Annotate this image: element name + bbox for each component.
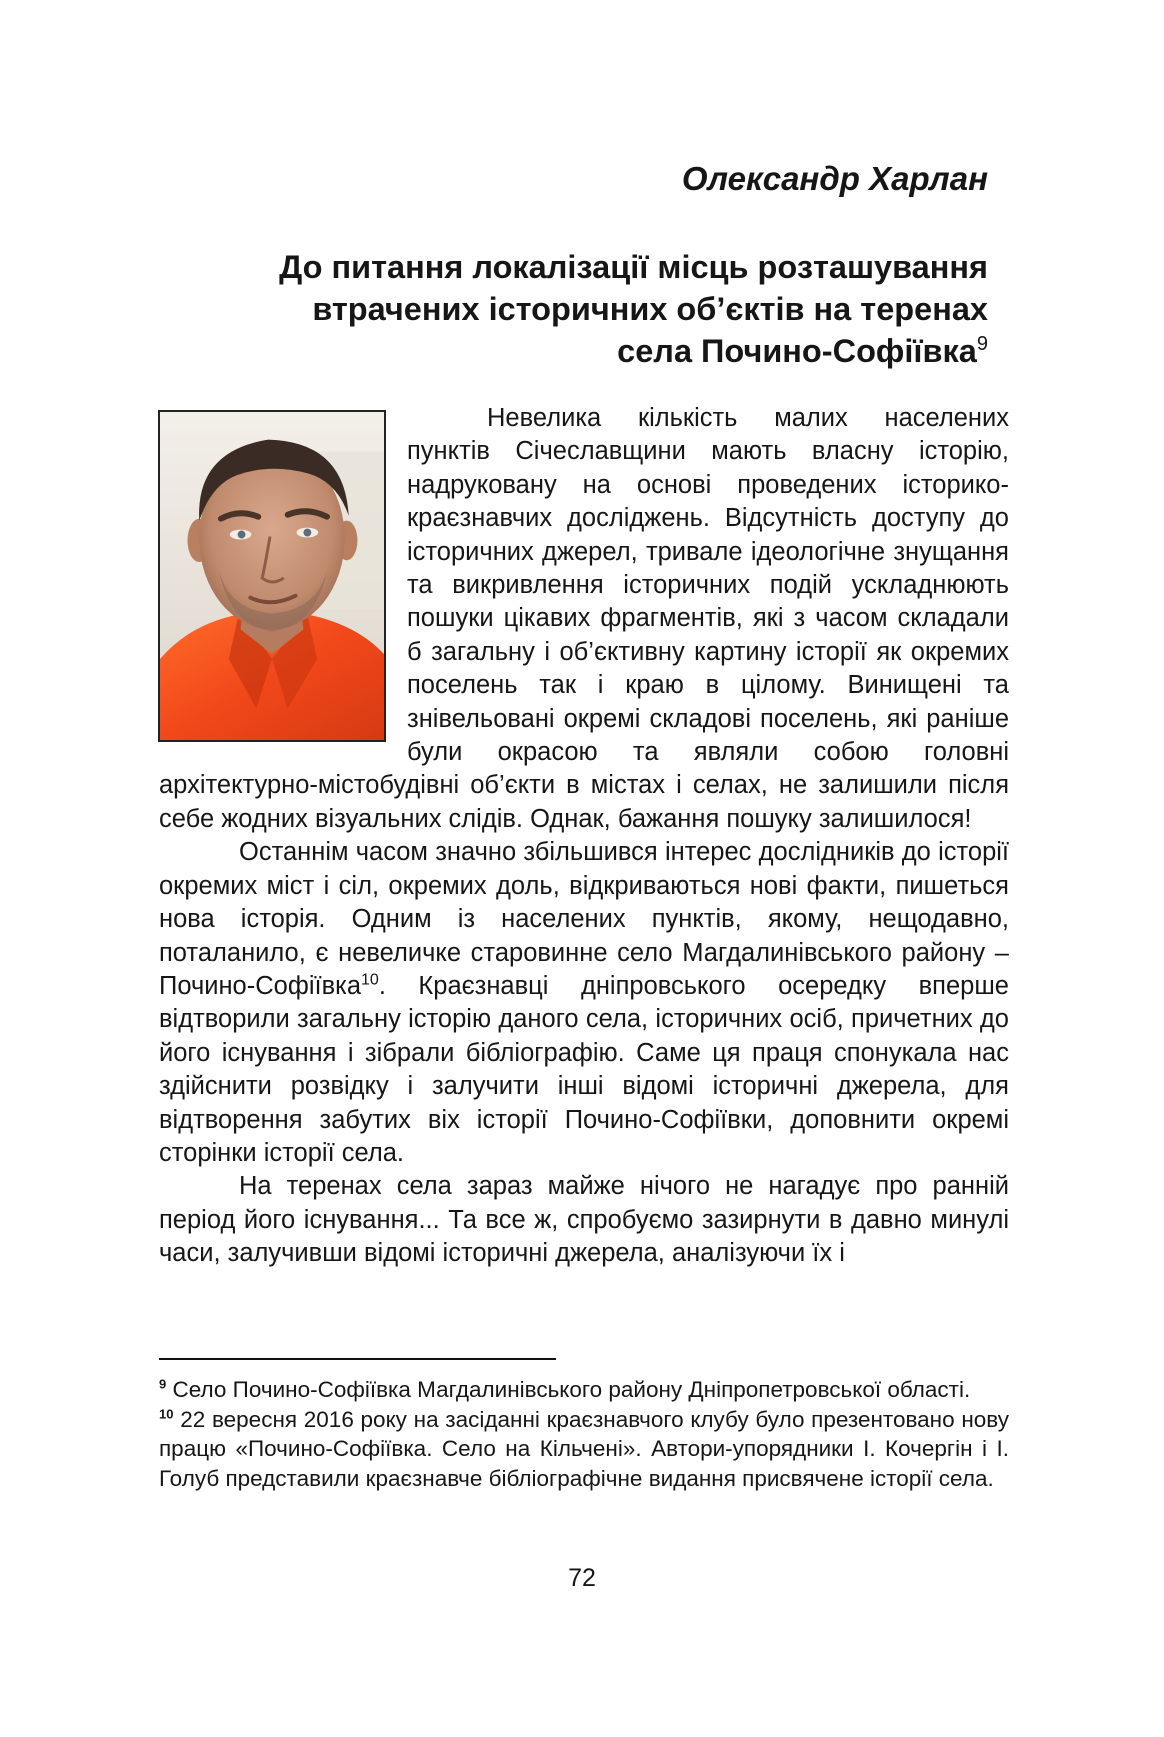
article-title: [208, 246, 988, 372]
footnote-number: 10: [159, 1406, 174, 1421]
article-body: [159, 402, 1009, 1271]
author-name: Олександр Харлан: [681, 160, 988, 197]
footnote-text: Село Почино-Софіївка Магдалинівського району Дніпропетровської області.: [172, 1377, 971, 1402]
footnote-item: [159, 1405, 1009, 1494]
photo-wrap-spacer: [159, 402, 407, 758]
footnote-item: [159, 1375, 1009, 1405]
page-number: 72: [568, 1564, 596, 1592]
footnote-text: 22 вересня 2016 року на засіданні краєзнавчого клубу було презентовано нову працю «Почино-Софіївка. Село на Кільчені». Автори-упорядники І. Кочергін і І. Голуб представили краєзнавче бібліографічне видання присвячене історії села.: [159, 1406, 1009, 1491]
title-line-last: [208, 330, 988, 372]
footnote-divider: [159, 1358, 556, 1360]
paragraph-2-text-after: . Краєзнавці дніпровського осередку вперше відтворили загальну історію даного села, історичних осіб, причетних до його існування і зібрали бібліографію. Саме ця праця спонукала нас здійснити розвідку і залучити інші відомі історичні джерела, для відтворення забутих віх історії Почино-Софіївки, доповнити окремі сторінки історії села.: [159, 971, 1009, 1167]
footnotes: [159, 1375, 1009, 1493]
title-footnote-ref: 9: [976, 333, 988, 356]
paragraph-2-text-before: Останнім часом значно збільшився інтерес дослідників до історії окремих міст і сіл, окремих доль, відкриваються нові факти, пишеться нова історія. Одним із населених пунктів, якому, нещодавно, поталанило, є невеличке старовинне село Магдалинівського району – Почино-Софіївка: [159, 838, 1009, 1000]
body-footnote-ref: 10: [361, 971, 379, 989]
title-line-text: села Почино-Софіївка: [617, 333, 977, 369]
title-line: До питання локалізації місць розташування: [279, 249, 988, 285]
title-line: втрачених історичних об’єктів на теренах: [312, 291, 988, 327]
paragraph-3: На теренах села зараз майже нічого не нагадує про ранній період його існування... Та все ж, спробуємо зазирнути в давно минулі часи, залучивши відомі історичні джерела, аналізуючи їх і: [159, 1172, 1009, 1268]
footnote-number: 9: [159, 1376, 167, 1392]
paragraph-1: Невелика кількість малих населених пунктів Січеславщини мають власну історію, надруковану на основі проведених історико-краєзнавчих досліджень. Відсутність доступу до історичних джерел, тривале ідеологічне знущання та викривлення історичних подій ускладнюють пошуки цікавих фрагментів, які з часом складали б загальну і об’єктивну картину історії як окремих поселень так і краю в цілому. Винищені та знівельовані окремі складові поселень, які раніше були окрасою та являли собою головні архітектурно-містобудівні об’єкти в містах і селах, не залишили після себе жодних візуальних слідів. Однак, бажання пошуку залишилося!: [159, 404, 1009, 833]
paragraph-2: [159, 836, 1009, 1170]
